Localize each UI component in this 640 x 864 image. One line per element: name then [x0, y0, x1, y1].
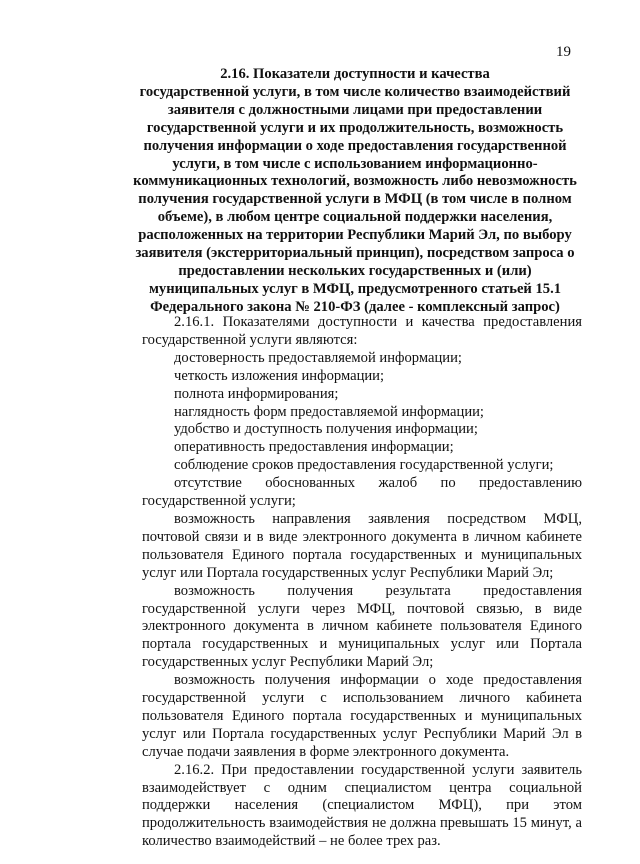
heading-line: объеме), в любом центре социальной поддержки населения, [157, 209, 553, 226]
list-item [142, 583, 582, 673]
paragraph-line: возможность получения результата предоставления [174, 582, 582, 599]
heading-line: заявителя (экстерриториальный принцип), посредством запроса о [135, 245, 575, 262]
heading-line: Федерального закона № 210-ФЗ (далее - комплексный запрос) [150, 298, 560, 315]
heading-line: 2.16. Показатели доступности и качества [220, 66, 490, 82]
body-text [142, 314, 582, 851]
heading-line: коммуникационных технологий, возможность либо невозможность [133, 173, 577, 190]
paragraph-line: государственной услуги являются: [142, 331, 358, 348]
paragraph-line: отсутствие обоснованных жалоб по предоставлению [174, 475, 582, 492]
heading-line: получения информации о ходе предоставления государственной [143, 137, 567, 154]
paragraph-2-16-2: 2.16.2. При предоставлении государственной услуги заявитель взаимодействует с одним специалистом центра социальной поддержки населения (специалистом МФЦ), при этом продолжительность взаимодействия не должна превышать 15 минут, а количество взаимодействий – не более трех раз. [142, 761, 582, 850]
list-item: оперативность предоставления информации; [174, 439, 454, 456]
list-item: возможность направления заявления посредством МФЦ, почтовой связи и в виде электронного документа в личном кабинете пользователя Единого портала государственных и муниципальных услуг или Портала государственных услуг Республики Марий Эл; [142, 510, 582, 581]
heading-line: услуги, в том числе с использованием информационно- [172, 155, 538, 172]
heading-line: предоставлении нескольких государственных и (или) [178, 262, 532, 279]
list-item: полнота информирования; [174, 385, 339, 402]
paragraph-line: государственной услуги; [142, 493, 296, 510]
list-item [142, 475, 582, 511]
list-item: соблюдение сроков предоставления государственной услуги; [174, 457, 554, 474]
page-number: 19 [556, 44, 571, 60]
list-item: достоверность предоставляемой информации; [174, 349, 462, 366]
paragraph-line: государственной услуги через МФЦ, почтовой связью, в виде электронного документа в личном кабинете пользователя Единого портала государственных и муниципальных услуг или Портала государственных услуг Республики Марий Эл; [142, 600, 582, 671]
heading-line: муниципальных услуг в МФЦ, предусмотренного статьей 15.1 [148, 280, 562, 297]
section-heading [120, 66, 590, 317]
paragraph-line: 2.16.1. Показателями доступности и качества предоставления [174, 314, 582, 330]
heading-line: заявителя с должностными лицами при предоставлении [167, 101, 543, 118]
heading-line: получения государственной услуги в МФЦ (в том числе в полном [138, 191, 572, 208]
heading-line: государственной услуги и их продолжительность, возможность [146, 119, 564, 136]
heading-line: расположенных на территории Республики Марий Эл, по выбору [138, 227, 572, 244]
list-item: наглядность форм предоставляемой информации; [174, 403, 484, 420]
list-item: возможность получения информации о ходе предоставления государственной услуги с использованием личного кабинета пользователя Единого портала государственных и муниципальных услуг или Портала государственных услуг Республики Марий Эл в случае подачи заявления в форме электронного документа. [142, 672, 582, 760]
heading-line: государственной услуги, в том числе количество взаимодействий [139, 83, 571, 100]
paragraph-2-16-1 [142, 314, 582, 350]
list-item: четкость изложения информации; [174, 367, 385, 384]
list-item: удобство и доступность получения информации; [174, 421, 478, 438]
